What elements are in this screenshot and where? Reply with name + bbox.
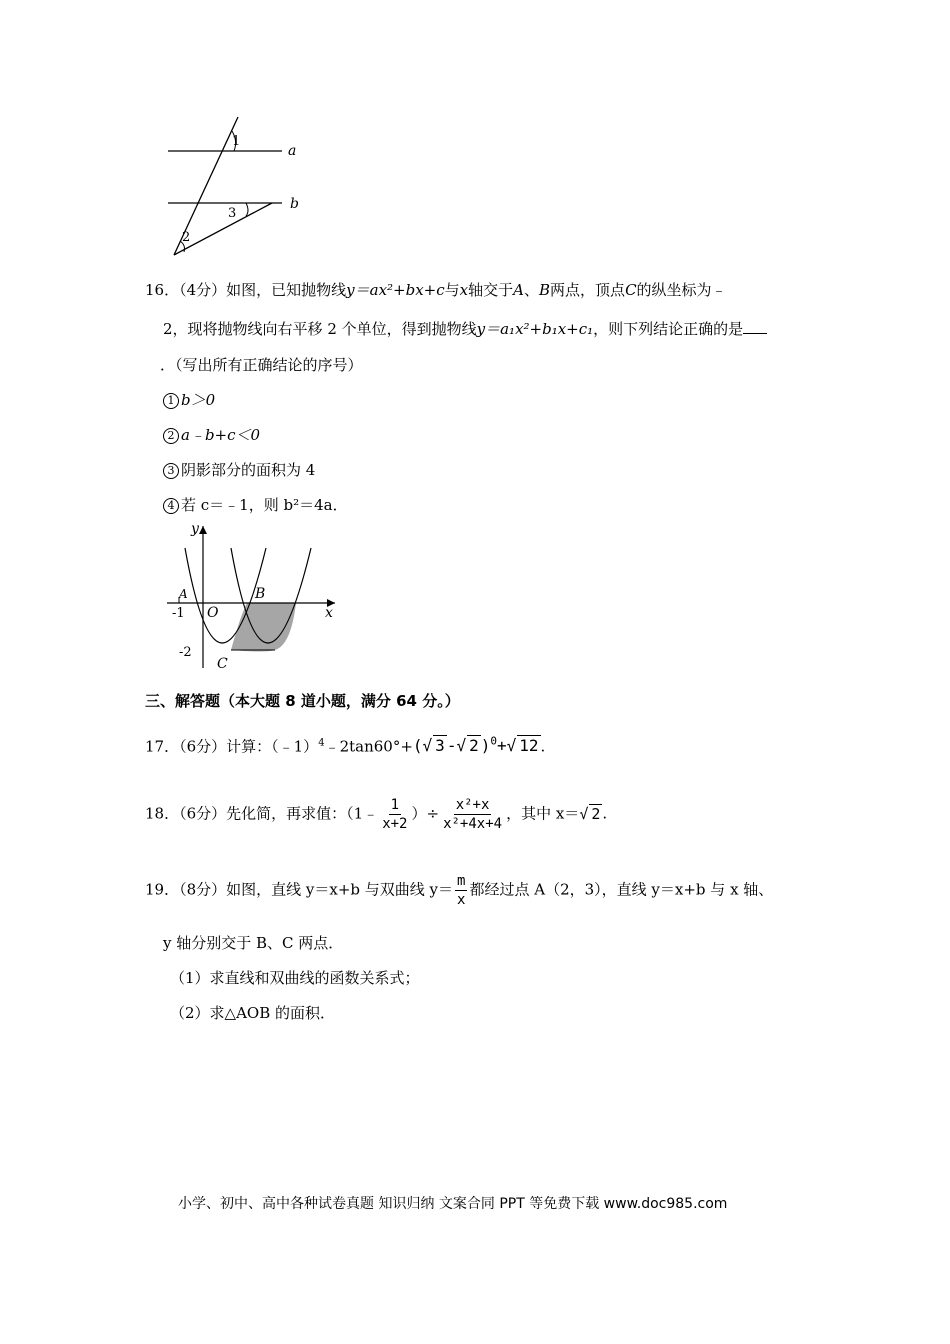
q18-number: 18．: [145, 804, 180, 823]
q17-rest: ﹣2tan60°+: [324, 737, 413, 756]
q16-stem-h: ．（写出所有正确结论的序号）: [160, 356, 363, 374]
option-text-4: 若 c＝﹣1，则 b²＝4a．: [181, 496, 348, 514]
option-number-1: 1: [163, 393, 179, 409]
q16-eq1: y＝ax²+bx+c: [346, 281, 445, 299]
tick-minus-2: -2: [179, 645, 192, 660]
q16-sep: 、: [524, 281, 540, 299]
q18-end: .: [602, 804, 608, 823]
q18-line: 18．（6分）先化简，再求值：（1﹣ $\frac{1}{x+2}$ ）÷ $\frac{\text{x²+x}}{\text{x²+4x+4}}$ ，其中 x＝√ 2 .: [145, 797, 608, 832]
q18-num2: x²+x: [455, 797, 490, 813]
q19-number: 19．: [145, 880, 180, 899]
x-axis-label: x: [325, 605, 333, 621]
answer-blank[interactable]: [743, 319, 767, 334]
angle-2-label: 2: [182, 230, 191, 245]
q19-fden: x: [457, 892, 466, 908]
q16-stem-g: ，则下列结论正确的是: [593, 320, 744, 338]
q16-stem-a: 如图，已知抛物线: [226, 281, 347, 299]
q16-xvar: x: [459, 281, 469, 299]
q19-fnum: m: [457, 873, 466, 889]
q16-option-1: [163, 389, 215, 410]
q18-text: 先化简，再求值：（1﹣: [226, 804, 379, 823]
q19-score: （8分）: [179, 880, 227, 899]
q18-num1: 1: [390, 797, 400, 813]
q18-where: ，其中 x＝: [506, 804, 580, 823]
option-number-3: 3: [163, 463, 179, 479]
q17-sqrt2: 2: [469, 736, 479, 756]
q17-line: [145, 735, 545, 756]
q19-line1: [145, 872, 773, 909]
point-a-label: A: [179, 587, 188, 601]
q16-stem-b: 与: [444, 281, 460, 299]
option-number-4: 4: [163, 498, 179, 514]
angle-1-label: 1: [232, 134, 241, 149]
q17-plus: +: [496, 736, 507, 756]
q18-div: ）÷: [411, 804, 440, 823]
q19-sub2: （2）求△AOB 的面积．: [170, 1004, 336, 1022]
origin-label: O: [207, 605, 219, 621]
q16-line2: [163, 318, 767, 339]
q17-score: （6分）: [179, 737, 227, 756]
q16-number: 16．: [145, 281, 180, 299]
q18-den1: x+2: [382, 816, 408, 832]
q16-line3: [160, 354, 363, 375]
parallel-lines-figure: [160, 115, 310, 260]
line-a-label: a: [288, 143, 297, 159]
point-b-label: B: [255, 586, 266, 602]
q18-sqrt2: 2: [591, 804, 601, 823]
q16-option-4: [163, 494, 348, 515]
q18-score: （6分）: [179, 804, 227, 823]
q19-sub1: （1）求直线和双曲线的函数关系式；: [170, 969, 420, 987]
q16-option-2: [163, 424, 260, 445]
point-c-label: C: [217, 656, 228, 672]
q16-point-b: B: [539, 281, 551, 299]
q16-option-3: [163, 459, 315, 480]
q16-score: （4分）: [179, 281, 227, 299]
parabola-figure: [165, 518, 345, 676]
page-footer: 小学、初中、高中各种试卷真题 知识归纳 文案合同 PPT 等免费下载 www.doc985.com: [178, 1196, 728, 1212]
q17-sqrt12: 12: [519, 736, 539, 756]
q19-line2: y 轴分别交于 B、C 两点．: [163, 934, 344, 952]
q17-sqrt3: 3: [435, 736, 445, 756]
q17-exp0: 0: [490, 735, 497, 748]
option-number-2: 2: [163, 428, 179, 444]
q19-text2: 都经过点 A（2，3），直线 y＝x+b 与 x 轴、: [469, 880, 774, 899]
q16-line1: [145, 279, 727, 300]
q16-point-c: C: [625, 281, 637, 299]
q17-paren-expr: (√ 3 -√ 2 )$^0$+√ 12: [412, 735, 539, 756]
q16-stem-e: 的纵坐标为﹣: [636, 281, 727, 299]
q17-end: .: [540, 737, 546, 756]
q17-exp4: 4: [318, 737, 325, 749]
q16-eq2: y＝a₁x²+b₁x+c₁: [476, 320, 594, 338]
q16-stem-d: 两点，顶点: [550, 281, 626, 299]
line-b-label: b: [290, 196, 299, 212]
q18-den2: x²+4x+4: [443, 816, 503, 832]
q19-fraction: [455, 872, 467, 909]
q16-stem-c: 轴交于: [468, 281, 514, 299]
y-axis-label: y: [191, 521, 199, 537]
option-text-1: b＞0: [181, 391, 216, 409]
q18-fraction-2: [441, 796, 504, 833]
q17-number: 17．: [145, 737, 180, 756]
q18-fraction-1: [380, 796, 409, 833]
q16-stem-f: 2，现将抛物线向右平移 2 个单位，得到抛物线: [163, 320, 477, 338]
section-title: 三、解答题（本大题 8 道小题，满分 64 分。）: [145, 692, 460, 710]
q19-text1: 如图，直线 y＝x+b 与双曲线 y＝: [226, 880, 454, 899]
q16-point-a: A: [513, 281, 524, 299]
q17-text: 计算：（﹣1）: [226, 737, 319, 756]
tick-minus-1: -1: [172, 606, 185, 621]
angle-3-label: 3: [228, 206, 237, 221]
option-text-3: 阴影部分的面积为 4: [181, 461, 316, 479]
option-text-2: a﹣b+c＜0: [181, 426, 261, 444]
